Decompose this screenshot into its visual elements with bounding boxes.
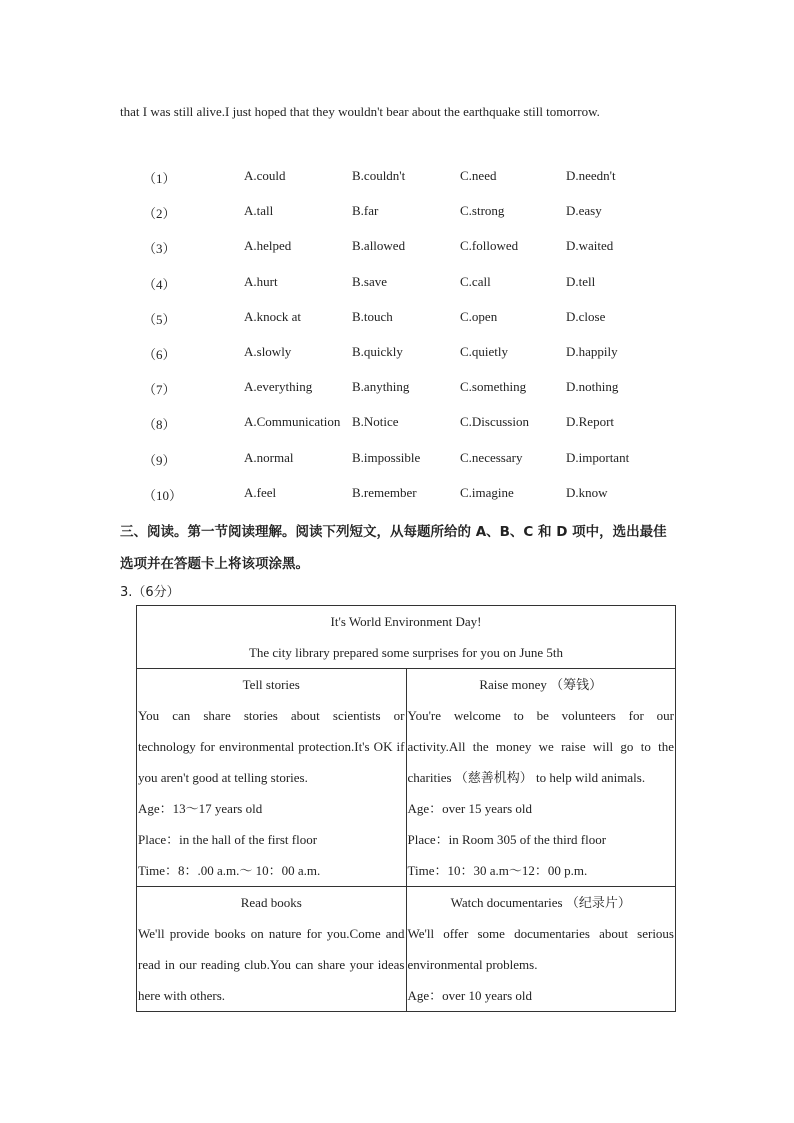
option-row <box>143 448 663 483</box>
option-a: A.feel <box>244 484 277 500</box>
answer-options-list <box>143 166 663 518</box>
activity-time: Time：10：30 a.m～12：00 p.m. <box>407 863 588 878</box>
notice-title: It's World Environment Day! <box>330 614 482 629</box>
option-c: C.quietly <box>460 343 509 359</box>
option-b: B.save <box>352 273 388 289</box>
option-row <box>143 201 663 236</box>
option-number: （6） <box>143 346 176 362</box>
option-c: C.Discussion <box>460 414 529 430</box>
activity-cell <box>137 669 407 887</box>
option-row <box>143 166 663 201</box>
activity-place: Place：in the hall of the first floor <box>138 832 318 847</box>
notice-subtitle: The city library prepared some surprises for you on June 5th <box>248 645 564 660</box>
option-b: B.Notice <box>352 414 399 430</box>
option-c: C.followed <box>460 238 519 254</box>
option-c: C.call <box>460 273 491 289</box>
option-row <box>143 483 663 518</box>
section-heading: 三、阅读。第一节阅读理解。阅读下列短文，从每题所给的 A、B、C 和 D 项中，选出最佳选项并在答题卡上将该项涂黑。 <box>120 524 667 572</box>
activity-cell <box>406 669 676 887</box>
notice-header <box>137 606 676 669</box>
option-b: B.couldn't <box>352 168 406 183</box>
option-b: B.far <box>352 203 379 219</box>
option-d: D.important <box>566 449 630 465</box>
option-number: （4） <box>143 276 176 292</box>
option-row <box>143 307 663 342</box>
option-row <box>143 342 663 377</box>
question-number: 3.（6分） <box>120 585 180 600</box>
option-row <box>143 272 663 307</box>
activity-description: We'll provide books on nature for you.Come and read in our reading club.You can share your ideas here with others. <box>138 926 405 1003</box>
activity-title: Read books <box>240 895 302 910</box>
option-a: A.tall <box>244 203 274 219</box>
option-d: D.waited <box>566 238 614 254</box>
option-d: D.easy <box>566 203 602 219</box>
option-number: （10） <box>143 487 183 503</box>
option-d: D.nothing <box>566 379 619 395</box>
option-d: D.happily <box>566 343 618 359</box>
activities-table <box>136 605 676 1012</box>
option-a: A.everything <box>244 379 313 395</box>
option-row <box>143 377 663 412</box>
activity-cell <box>406 887 676 1012</box>
activity-place: Place：in Room 305 of the third floor <box>407 832 607 847</box>
option-b: B.anything <box>352 379 410 395</box>
option-c: C.something <box>460 379 527 395</box>
option-d: D.know <box>566 484 608 500</box>
option-number: （2） <box>143 206 176 222</box>
option-c: C.necessary <box>460 449 523 465</box>
activity-cell <box>137 887 407 1012</box>
option-c: C.strong <box>460 203 505 219</box>
option-b: B.quickly <box>352 343 403 359</box>
activity-title: Watch documentaries （纪录片） <box>450 895 631 910</box>
passage-last-line: that I was still alive.I just hoped that they wouldn't bear about the earthquake still tomorrow. <box>120 104 600 119</box>
activity-age: Age：over 15 years old <box>407 801 533 816</box>
option-c: C.need <box>460 168 497 183</box>
option-number: （3） <box>143 241 176 257</box>
activity-time: Time：8：.00 a.m.～ 10：00 a.m. <box>138 863 321 878</box>
activity-title: Tell stories <box>242 677 300 692</box>
option-a: A.Communication <box>244 414 341 430</box>
option-number: （1） <box>143 171 176 186</box>
option-d: D.tell <box>566 273 596 289</box>
option-b: B.touch <box>352 308 393 324</box>
option-d: D.Report <box>566 414 615 430</box>
option-b: B.remember <box>352 484 417 500</box>
option-a: A.hurt <box>244 273 278 289</box>
option-a: A.could <box>244 168 286 183</box>
option-row <box>143 412 663 447</box>
option-d: D.close <box>566 308 606 324</box>
option-row <box>143 236 663 271</box>
activity-age: Age：over 10 years old <box>407 988 533 1003</box>
option-number: （5） <box>143 311 176 327</box>
option-a: A.normal <box>244 449 294 465</box>
option-a: A.helped <box>244 238 292 254</box>
option-number: （9） <box>143 452 176 468</box>
option-number: （8） <box>143 417 176 433</box>
activity-description: You can share stories about scientists or technology for environmental protection.It's OK if you aren't good at telling stories. <box>138 708 405 785</box>
option-number: （7） <box>143 382 176 398</box>
activity-description: You're welcome to be volunteers for our activity.All the money we raise will go to the charities （慈善机构） to help wild animals. <box>407 708 674 785</box>
option-a: A.knock at <box>244 308 302 324</box>
option-b: B.impossible <box>352 449 421 465</box>
option-d: D.needn't <box>566 168 616 183</box>
option-a: A.slowly <box>244 343 292 359</box>
activity-description: We'll offer some documentaries about serious environmental problems. <box>407 926 674 972</box>
option-c: C.open <box>460 308 498 324</box>
activity-age: Age：13～17 years old <box>138 801 263 816</box>
option-c: C.imagine <box>460 484 514 500</box>
option-b: B.allowed <box>352 238 406 254</box>
activity-title: Raise money （筹钱） <box>479 677 603 692</box>
